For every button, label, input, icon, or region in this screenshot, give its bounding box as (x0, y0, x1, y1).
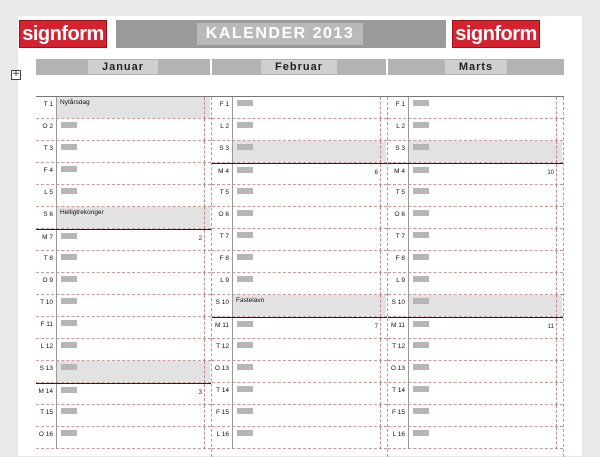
day-row[interactable] (388, 295, 563, 317)
day-divider (56, 163, 57, 185)
entry-placeholder (61, 276, 77, 282)
weekend-shading (408, 295, 562, 316)
week-divider (380, 185, 381, 207)
entry-placeholder (413, 210, 429, 216)
day-divider (232, 207, 233, 229)
day-row[interactable] (388, 317, 563, 339)
week-divider (556, 361, 557, 383)
day-row[interactable] (212, 207, 387, 229)
entry-placeholder (237, 276, 253, 282)
day-label: O 9 (42, 277, 53, 284)
day-divider (232, 229, 233, 251)
day-divider (408, 141, 409, 163)
day-label: L 12 (40, 343, 53, 350)
entry-placeholder (237, 364, 253, 370)
week-number: 6 (374, 170, 378, 176)
day-divider (408, 185, 409, 207)
month-header-januar (36, 59, 210, 75)
weekend-shading (232, 141, 386, 162)
day-row[interactable] (388, 405, 563, 427)
week-divider (556, 141, 557, 163)
week-divider (556, 427, 557, 449)
day-label: T 3 (43, 145, 53, 152)
day-row[interactable] (388, 251, 563, 273)
entry-placeholder (413, 167, 429, 173)
holiday-label: Nytårsdag (60, 99, 90, 106)
week-divider (380, 383, 381, 405)
day-label: O 2 (42, 123, 53, 130)
day-row[interactable] (388, 119, 563, 141)
week-divider (380, 164, 381, 186)
week-divider (204, 339, 205, 361)
day-divider (408, 273, 409, 295)
week-divider (204, 97, 205, 119)
day-label: F 15 (215, 409, 229, 416)
day-divider (56, 97, 57, 119)
week-divider (556, 164, 557, 186)
week-divider (204, 207, 205, 229)
week-divider (556, 383, 557, 405)
day-divider (232, 405, 233, 427)
day-label: M 7 (42, 234, 53, 241)
week-divider (556, 318, 557, 340)
weekend-shading (56, 361, 210, 382)
entry-placeholder (237, 254, 253, 260)
day-row[interactable] (212, 251, 387, 273)
day-label: L 5 (44, 189, 53, 196)
day-label: T 15 (40, 409, 53, 416)
entry-placeholder (61, 233, 77, 239)
day-row[interactable] (388, 141, 563, 163)
week-divider (556, 405, 557, 427)
week-divider (380, 295, 381, 317)
entry-placeholder (237, 144, 253, 150)
week-divider (204, 405, 205, 427)
week-divider (380, 405, 381, 427)
day-row[interactable] (388, 185, 563, 207)
week-divider (380, 251, 381, 273)
week-divider (556, 119, 557, 141)
entry-placeholder (413, 254, 429, 260)
week-divider (380, 97, 381, 119)
entry-placeholder (61, 144, 77, 150)
day-divider (408, 119, 409, 141)
day-label: M 14 (38, 388, 53, 395)
day-row[interactable] (388, 339, 563, 361)
day-row[interactable] (36, 317, 211, 339)
day-label: F 1 (219, 101, 229, 108)
day-divider (232, 251, 233, 273)
day-row[interactable] (212, 185, 387, 207)
day-row[interactable] (212, 229, 387, 251)
day-label: T 12 (392, 343, 405, 350)
day-row[interactable] (36, 119, 211, 141)
add-row-icon[interactable]: + (12, 69, 20, 79)
week-divider (204, 273, 205, 295)
week-divider (380, 318, 381, 340)
entry-placeholder (413, 430, 429, 436)
day-label: F 11 (40, 321, 53, 328)
entry-placeholder (61, 122, 77, 128)
day-row[interactable] (388, 163, 563, 185)
day-label: F 1 (395, 101, 405, 108)
day-row[interactable] (36, 361, 211, 383)
day-label: T 12 (216, 343, 229, 350)
day-label: S 3 (395, 145, 405, 152)
week-divider (380, 119, 381, 141)
day-row[interactable] (212, 317, 387, 339)
entry-placeholder (61, 298, 77, 304)
day-row[interactable] (36, 185, 211, 207)
title-bar (116, 20, 446, 48)
month-header-februar (212, 59, 386, 75)
day-label: T 5 (219, 189, 229, 196)
day-divider (408, 339, 409, 361)
day-row[interactable] (212, 427, 387, 449)
entry-placeholder (237, 342, 253, 348)
day-label: S 10 (215, 299, 229, 306)
day-row[interactable] (36, 405, 211, 427)
day-divider (408, 229, 409, 251)
entry-placeholder (61, 430, 77, 436)
day-row[interactable] (36, 295, 211, 317)
entry-placeholder (237, 232, 253, 238)
signform-logo-right: signform (452, 20, 540, 48)
day-divider (56, 361, 57, 383)
day-row[interactable] (36, 273, 211, 295)
day-label: O 13 (390, 365, 405, 372)
day-row[interactable] (36, 339, 211, 361)
entry-placeholder (237, 210, 253, 216)
week-divider (380, 427, 381, 449)
entry-placeholder (61, 364, 77, 370)
month-header-marts (388, 59, 564, 75)
day-label: F 15 (391, 409, 405, 416)
day-label: T 14 (216, 387, 229, 394)
entry-placeholder (413, 321, 429, 327)
week-divider (556, 207, 557, 229)
day-divider (408, 405, 409, 427)
day-divider (232, 361, 233, 383)
day-divider (408, 164, 409, 186)
entry-placeholder (61, 166, 77, 172)
day-divider (408, 361, 409, 383)
day-divider (56, 427, 57, 449)
week-divider (204, 230, 205, 252)
entry-placeholder (413, 364, 429, 370)
day-divider (232, 185, 233, 207)
day-label: M 11 (391, 322, 405, 329)
week-divider (204, 361, 205, 383)
day-row[interactable] (388, 229, 563, 251)
day-row[interactable] (36, 163, 211, 185)
day-label: O 13 (214, 365, 229, 372)
day-label: S 3 (219, 145, 229, 152)
week-divider (204, 384, 205, 406)
month-column-januar (36, 97, 212, 457)
day-row[interactable] (36, 251, 211, 273)
entry-placeholder (61, 254, 77, 260)
day-label: M 11 (215, 322, 229, 329)
day-divider (408, 318, 409, 340)
week-divider (204, 119, 205, 141)
entry-placeholder (61, 387, 77, 393)
day-divider (408, 383, 409, 405)
week-divider (556, 273, 557, 295)
day-label: T 1 (43, 101, 53, 108)
day-row[interactable] (36, 97, 211, 119)
week-divider (204, 185, 205, 207)
day-label: S 13 (39, 365, 53, 372)
entry-placeholder (413, 232, 429, 238)
calendar-title: KALENDER 2013 (197, 23, 363, 45)
week-divider (380, 273, 381, 295)
day-label: T 7 (219, 233, 229, 240)
day-divider (408, 97, 409, 119)
week-divider (380, 141, 381, 163)
day-divider (232, 318, 233, 340)
day-row[interactable] (36, 427, 211, 449)
entry-placeholder (237, 167, 253, 173)
day-label: L 9 (220, 277, 229, 284)
day-row[interactable] (388, 97, 563, 119)
day-divider (56, 230, 57, 252)
week-divider (556, 229, 557, 251)
month-name: Januar (88, 60, 158, 74)
week-number: 3 (198, 390, 202, 396)
day-divider (56, 251, 57, 273)
day-row[interactable] (212, 273, 387, 295)
entry-placeholder (413, 188, 429, 194)
day-label: M 4 (218, 168, 229, 175)
day-row[interactable] (36, 141, 211, 163)
week-divider (380, 361, 381, 383)
day-label: S 6 (43, 211, 53, 218)
day-label: T 14 (392, 387, 405, 394)
day-label: M 4 (394, 168, 405, 175)
day-divider (232, 141, 233, 163)
entry-placeholder (237, 100, 253, 106)
day-divider (232, 97, 233, 119)
day-divider (56, 405, 57, 427)
week-divider (204, 427, 205, 449)
day-row[interactable] (212, 163, 387, 185)
week-divider (380, 207, 381, 229)
day-divider (232, 295, 233, 317)
day-label: L 16 (392, 431, 405, 438)
week-divider (204, 317, 205, 339)
entry-placeholder (413, 122, 429, 128)
day-label: L 2 (220, 123, 229, 130)
entry-placeholder (237, 188, 253, 194)
day-row[interactable] (212, 295, 387, 317)
week-divider (380, 339, 381, 361)
week-divider (204, 163, 205, 185)
day-label: T 7 (395, 233, 405, 240)
day-label: O 16 (38, 431, 53, 438)
day-divider (56, 317, 57, 339)
day-row[interactable] (388, 383, 563, 405)
day-row[interactable] (36, 207, 211, 229)
day-row[interactable] (388, 427, 563, 449)
day-divider (232, 427, 233, 449)
day-divider (232, 383, 233, 405)
day-divider (56, 273, 57, 295)
entry-placeholder (237, 430, 253, 436)
day-divider (56, 384, 57, 406)
day-row[interactable] (388, 207, 563, 229)
signform-logo-left: signform (19, 20, 107, 48)
day-label: L 16 (216, 431, 229, 438)
weekend-shading (408, 141, 562, 162)
day-divider (408, 295, 409, 317)
day-divider (232, 164, 233, 186)
day-divider (408, 251, 409, 273)
day-row[interactable] (212, 119, 387, 141)
entry-placeholder (61, 320, 77, 326)
week-number: 2 (198, 236, 202, 242)
day-divider (232, 119, 233, 141)
holiday-label: Fastelavn (236, 297, 265, 304)
day-label: T 8 (43, 255, 53, 262)
week-number: 10 (547, 170, 554, 176)
day-row[interactable] (388, 361, 563, 383)
entry-placeholder (61, 408, 77, 414)
entry-placeholder (413, 386, 429, 392)
entry-placeholder (413, 342, 429, 348)
day-row[interactable] (212, 383, 387, 405)
entry-placeholder (237, 321, 253, 327)
week-divider (204, 251, 205, 273)
day-label: S 10 (391, 299, 405, 306)
week-divider (556, 97, 557, 119)
day-label: O 6 (394, 211, 405, 218)
day-row[interactable] (388, 273, 563, 295)
entry-placeholder (237, 386, 253, 392)
week-divider (556, 251, 557, 273)
entry-placeholder (413, 408, 429, 414)
day-divider (408, 427, 409, 449)
week-divider (556, 295, 557, 317)
entry-placeholder (413, 298, 429, 304)
entry-placeholder (413, 144, 429, 150)
day-label: F 8 (395, 255, 405, 262)
month-name: Februar (261, 60, 337, 74)
holiday-label: Helligtrekonger (60, 209, 104, 216)
day-divider (56, 295, 57, 317)
day-divider (56, 185, 57, 207)
entry-placeholder (413, 100, 429, 106)
day-divider (56, 207, 57, 229)
week-divider (204, 141, 205, 163)
day-label: O 6 (218, 211, 229, 218)
week-number: 11 (547, 324, 554, 330)
day-label: L 9 (396, 277, 405, 284)
day-row[interactable] (212, 339, 387, 361)
entry-placeholder (237, 122, 253, 128)
week-divider (556, 185, 557, 207)
day-row[interactable] (36, 383, 211, 405)
day-divider (56, 119, 57, 141)
month-name: Marts (445, 60, 507, 74)
day-divider (56, 339, 57, 361)
day-divider (232, 339, 233, 361)
entry-placeholder (61, 188, 77, 194)
day-row[interactable] (212, 97, 387, 119)
day-divider (56, 141, 57, 163)
entry-placeholder (237, 408, 253, 414)
month-column-marts (388, 97, 564, 457)
day-label: T 5 (395, 189, 405, 196)
day-row[interactable] (212, 141, 387, 163)
entry-placeholder (61, 342, 77, 348)
week-divider (556, 339, 557, 361)
day-divider (408, 207, 409, 229)
day-label: L 2 (396, 123, 405, 130)
month-column-februar (212, 97, 388, 457)
day-label: F 4 (43, 167, 53, 174)
day-row[interactable] (36, 229, 211, 251)
entry-placeholder (413, 276, 429, 282)
day-label: F 8 (219, 255, 229, 262)
day-divider (232, 273, 233, 295)
week-divider (380, 229, 381, 251)
day-row[interactable] (212, 361, 387, 383)
day-row[interactable] (212, 405, 387, 427)
day-label: T 10 (40, 299, 53, 306)
week-number: 7 (374, 324, 378, 330)
week-divider (204, 295, 205, 317)
